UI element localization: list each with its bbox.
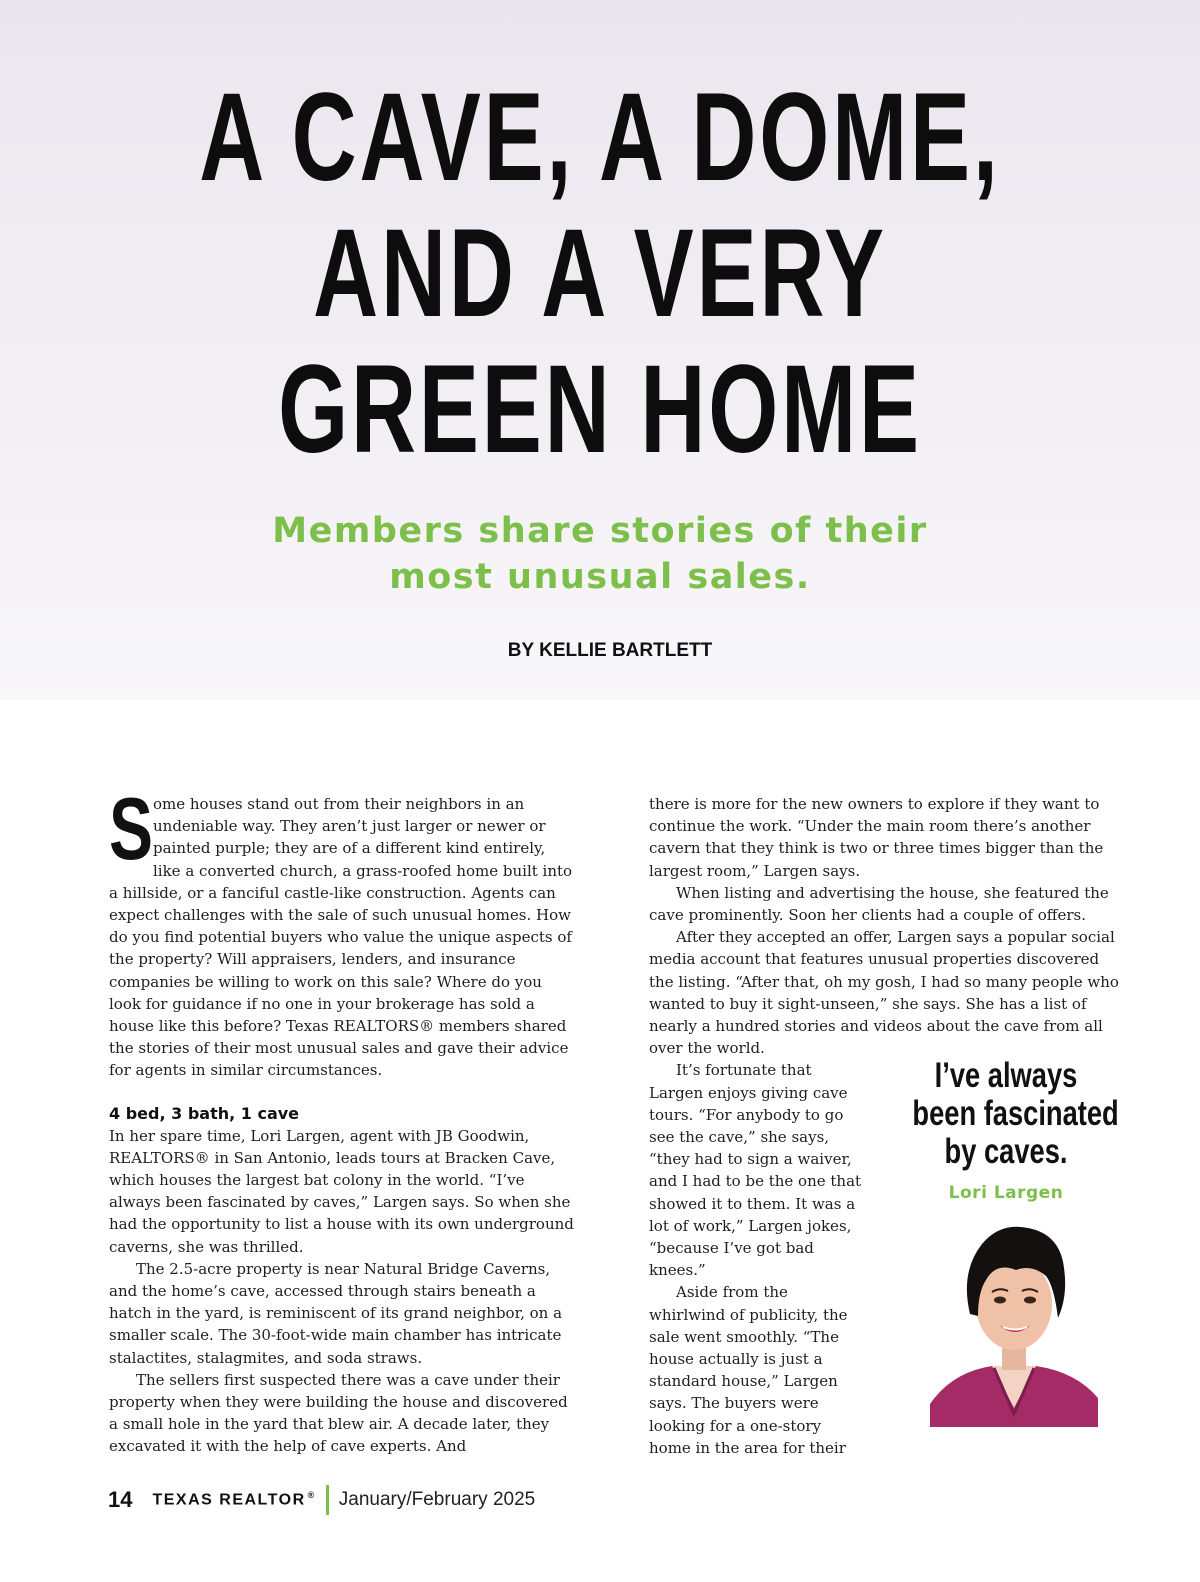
magazine-name	[152, 1490, 315, 1509]
page-footer	[108, 1484, 535, 1516]
magazine-name-text: TEXAS REALTOR	[152, 1491, 306, 1509]
drop-cap: S	[109, 779, 154, 878]
subtitle-line-2: most unusual sales.	[389, 557, 811, 597]
section-subhead: 4 bed, 3 bath, 1 cave	[109, 1103, 300, 1123]
issue-date: January/February 2025	[338, 1489, 536, 1510]
pull-quote-line: by caves.	[944, 1132, 1068, 1171]
footer-divider	[326, 1485, 329, 1515]
body-paragraph: there is more for the new owners to explore if they want to continue the work. “Under the main room there’s another cavern that they think is two or three times bigger than the largest room,” Largen says.	[649, 795, 1104, 880]
byline: BY KELLIE BARTLETT	[507, 640, 713, 661]
article-headline	[168, 70, 1032, 478]
intro-paragraph	[109, 779, 577, 1082]
body-paragraph: It’s fortunate that Largen enjoys giving cave tours. “For anybody to go see the cave,” she says, “they had to sign a waiver, and I had to be the one that showed it to them. It was a lot of work,” Largen jokes, “because I’ve got bad knees.”	[649, 1061, 862, 1280]
body-paragraph: In her spare time, Lori Largen, agent with JB Goodwin, REALTORS® in San Antonio, leads tours at Bracken Cave, which houses the largest bat colony in the world. “I’ve always been fascinated by caves,” Largen says. So when she had the opportunity to list a house with its own underground caverns, she was thrilled.	[109, 1126, 574, 1256]
intro-text: ome houses stand out from their neighbors in an undeniable way. They aren’t just larger or newer or painted purple; they are of a different kind entirely, like a converted church, a grass-roofed home built into a hillside, or a fanciful castle-like construction. Agents can expect challenges with the sale of such unusual homes. How do you find potential buyers who value the unique aspects of the property? Will appraisers, lenders, and insurance companies be willing to work on this sale? Where do you look for guidance if no one in your brokerage has sold a house like this before? Texas REALTORS® members shared the stories of their most unusual sales and gave their advice for agents in similar circumstances.	[109, 795, 573, 1080]
pull-quote-line: been fascinated	[912, 1094, 1119, 1133]
registered-mark: ®	[307, 1490, 316, 1501]
article-subtitle	[0, 508, 1200, 600]
body-paragraph: After they accepted an offer, Largen says a popular social media account that features unusual properties discovered the listing. “After that, oh my gosh, I had so many people who wanted to buy it sight-unseen,” she says. She has a list of nearly a hundred stories and videos about the cave from all over the world.	[649, 928, 1119, 1058]
body-paragraph: The sellers first suspected there was a cave under their property when they were building the house and discovered a small hole in the yard that blew air. A decade later, they excavated it with the help of cave experts. And	[109, 1370, 568, 1456]
body-column-left	[109, 779, 577, 1458]
pull-quote-text	[912, 1056, 1119, 1171]
headline-line-2: AND A VERY	[313, 204, 887, 343]
pull-quote	[886, 1057, 1126, 1203]
headline-line-1: A CAVE, A DOME,	[199, 68, 1001, 207]
body-paragraph: The 2.5-acre property is near Natural Bridge Caverns, and the home’s cave, accessed through stairs beneath a hatch in the yard, is reminiscent of its grand neighbor, on a smaller scale. The 30-foot-wide main chamber has intricate stalactites, stalagmites, and soda straws.	[109, 1259, 563, 1367]
headline-line-3: GREEN HOME	[278, 340, 922, 479]
lori-largen-portrait	[930, 1222, 1098, 1427]
body-paragraph: Aside from the whirlwind of publicity, the sale went smoothly. “The house actually is just a standard house,” Largen says. The buyers were looking for a one-story home in the area for their	[649, 1283, 848, 1457]
pull-quote-line: I’ve always	[934, 1056, 1078, 1095]
page-number: 14	[108, 1487, 133, 1512]
body-paragraph: When listing and advertising the house, she featured the cave prominently. Soon her clients had a couple of offers.	[649, 883, 1109, 925]
subtitle-line-1: Members share stories of their	[272, 511, 928, 551]
pull-quote-attribution: Lori Largen	[948, 1183, 1064, 1203]
